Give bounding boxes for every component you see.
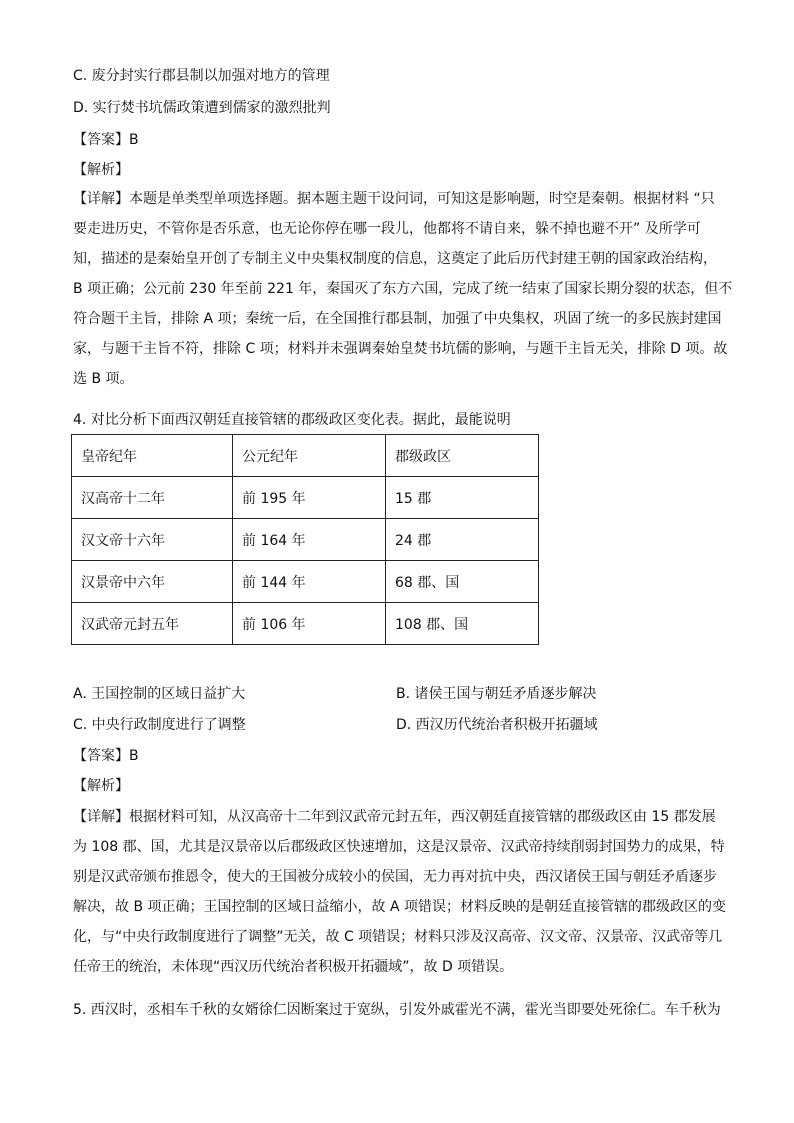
- table-header-cell: 郡级政区: [386, 435, 539, 477]
- q4-detail-line: 【详解】根据材料可知，从汉高帝十二年到汉武帝元封五年，西汉朝廷直接管辖的郡级政区由 15 郡发展: [73, 809, 716, 825]
- table-cell: 前 195 年: [233, 477, 386, 519]
- q3-option-c: C. 废分封实行郡县制以加强对地方的管理: [73, 68, 330, 84]
- table-header-cell: 皇帝纪年: [72, 435, 233, 477]
- q3-detail-line: 【详解】本题是单类型单项选择题。据本题主题干设问词，可知这是影响题，时空是秦朝。根据材料 “只: [73, 191, 715, 207]
- q3-detail-line: 家，与题干主旨不符，排除 C 项；材料并未强调秦始皇焚书坑儒的影响，与题干主旨无关，排除 D 项。故: [73, 341, 728, 357]
- q4-option-b: B. 诸侯王国与朝廷矛盾逐步解决: [396, 686, 597, 702]
- q4-option-a: A. 王国控制的区域日益扩大: [73, 686, 246, 702]
- table-row: [72, 561, 539, 603]
- table-row: [72, 603, 539, 645]
- table-cell: 前 144 年: [233, 561, 386, 603]
- q4-detail-line: 为 108 郡、国，尤其是汉景帝以后郡级政区快速增加，这是汉景帝、汉武帝持续削弱封国势力的成果，特: [73, 839, 725, 855]
- q4-option-d: D. 西汉历代统治者积极开拓疆域: [396, 717, 598, 733]
- q5-stem: 5. 西汉时，丞相车千秋的女婿徐仁因断案过于宽纵，引发外戚霍光不满，霍光当即要处死徐仁。车千秋为: [73, 1002, 721, 1018]
- table-header-row: [72, 435, 539, 477]
- q3-detail-line: B 项正确；公元前 230 年至前 221 年，秦国灭了东方六国，完成了统一结束了国家长期分裂的状态，但不: [73, 281, 733, 297]
- q4-stem: 4. 对比分析下面西汉朝廷直接管辖的郡级政区变化表。据此，最能说明: [73, 412, 511, 428]
- q4-detail-line: 任帝王的统治，未体现“西汉历代统治者积极开拓疆域”，故 D 项错误。: [73, 959, 514, 975]
- table-cell: 汉武帝元封五年: [72, 603, 233, 645]
- table-row: [72, 519, 539, 561]
- q4-option-c: C. 中央行政制度进行了调整: [73, 717, 246, 733]
- q4-detail-line: 解决，故 B 项正确；王国控制的区域日益缩小，故 A 项错误；材料反映的是朝廷直接管辖的郡级政区的变: [73, 899, 726, 915]
- table-header-cell: 公元纪年: [233, 435, 386, 477]
- table-cell: 前 106 年: [233, 603, 386, 645]
- q4-answer: 【答案】B: [73, 748, 139, 764]
- q4-detail: [73, 802, 726, 982]
- commandery-table: [71, 434, 539, 645]
- q3-detail: [73, 184, 733, 394]
- table-cell: 汉高帝十二年: [72, 477, 233, 519]
- q4-detail-line: 别是汉武帝颁布推恩令，使大的王国被分成较小的侯国，无力再对抗中央，西汉诸侯王国与朝廷矛盾逐步: [73, 869, 717, 885]
- q4-analysis-heading: 【解析】: [73, 778, 129, 794]
- table-cell: 汉文帝十六年: [72, 519, 233, 561]
- table-cell: 汉景帝中六年: [72, 561, 233, 603]
- q3-detail-line: 要走进历史，不管你是否乐意，也无论你停在哪一段儿，他都将不请自来，躲不掉也避不开” 及所学可: [73, 221, 701, 237]
- q3-analysis-heading: 【解析】: [73, 162, 129, 178]
- q3-detail-line: 符合题干主旨，排除 A 项；秦统一后，在全国推行郡县制，加强了中央集权，巩固了统一的多民族封建国: [73, 311, 722, 327]
- table-cell: 68 郡、国: [386, 561, 539, 603]
- table-cell: 15 郡: [386, 477, 539, 519]
- table-cell: 108 郡、国: [386, 603, 539, 645]
- q3-detail-line: 知，描述的是秦始皇开创了专制主义中央集权制度的信息，这奠定了此后历代封建王朝的国家政治结构，: [73, 251, 717, 267]
- q3-detail-line: 选 B 项。: [73, 371, 134, 387]
- q3-answer: 【答案】B: [73, 132, 139, 148]
- q3-option-d: D. 实行焚书坑儒政策遭到儒家的激烈批判: [73, 100, 331, 116]
- table-cell: 前 164 年: [233, 519, 386, 561]
- table-row: [72, 477, 539, 519]
- table-cell: 24 郡: [386, 519, 539, 561]
- q4-detail-line: 化，与“中央行政制度进行了调整”无关，故 C 项错误；材料只涉及汉高帝、汉文帝、汉景帝、汉武帝等几: [73, 929, 723, 945]
